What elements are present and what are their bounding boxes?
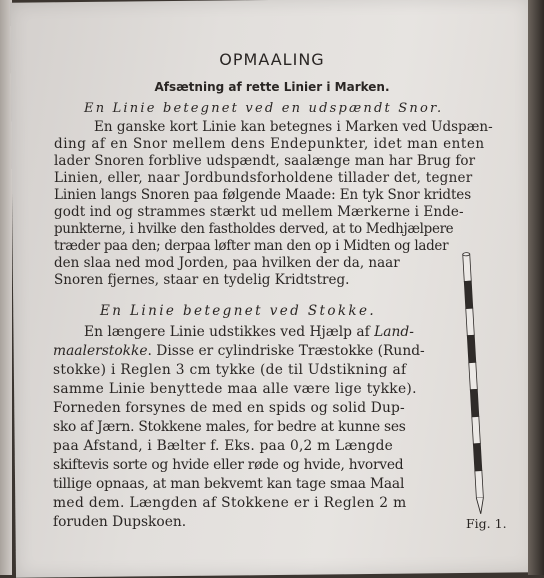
section2-line: tillige opnaas, at man bekvemt kan tage smaa Maal	[53, 476, 405, 492]
rod-spike	[476, 498, 484, 514]
section2-line: skiftevis sorte og hvide eller røde og hvide, hvorved	[53, 457, 404, 473]
section1-line: En ganske kort Linie kan betegnes i Marken ved Udspæn-	[94, 119, 493, 135]
section1-line: lader Snoren forblive udspændt, saalænge man har Brug for	[54, 153, 476, 169]
section2-line: paa Afstand, i Bælter f. Eks. paa 0,2 m Længde	[53, 438, 394, 454]
rod-top	[463, 252, 470, 256]
section1-heading: En Linie betegnet ved en udspændt Snor.	[84, 101, 444, 116]
rod-band	[472, 416, 481, 443]
section2-line: Forneden forsynes de med en spids og solid Dup-	[53, 400, 405, 416]
section2-line: En længere Linie udstikkes ved Hjælp af Land-	[84, 324, 414, 340]
rod-band	[470, 389, 479, 416]
section2-line: maalerstokke. Disse er cylindriske Træstokke (Rund-	[53, 343, 425, 359]
section1-line: den slaa ned mod Jorden, paa hvilken der da, naar	[54, 255, 400, 271]
section1-line: Snoren fjernes, staar en tydelig Kridtstreg.	[54, 272, 350, 288]
section2-heading: En Linie betegnet ved Stokke.	[100, 303, 377, 319]
rod-band	[463, 254, 472, 281]
section2-line: foruden Dupskoen.	[53, 514, 187, 530]
rod-band	[473, 444, 482, 471]
section2-line: samme Linie benyttede maa alle være lige tykke).	[53, 381, 417, 397]
section1-line: Linien, eller, naar Jordbundsforholdene tillader det, tegner	[54, 170, 473, 186]
section1-line: godt ind og strammes stærkt ud mellem Mærkerne i Ende-	[54, 204, 464, 220]
page-subtitle: Afsætning af rette Linier i Marken.	[154, 80, 390, 94]
rod-band	[467, 335, 476, 362]
section1-line: punkterne, i hvilke den fastholdes derved, at to Medhjælpere	[54, 221, 454, 237]
surveyor-rod-figure	[456, 248, 492, 520]
rod-band	[466, 308, 475, 335]
rod-band	[469, 362, 478, 389]
section1-line: træder paa den; derpaa løfter man den op i Midten og lader	[54, 238, 449, 254]
rod-band	[464, 281, 473, 308]
page-title: OPMAALING	[219, 50, 325, 69]
figure-caption: Fig. 1.	[466, 516, 507, 531]
rod-band	[475, 471, 484, 498]
section2-line: stokke) i Reglen 3 cm tykke (de til Udstikning af	[53, 362, 407, 378]
section2-line: sko af Jærn. Stokkene males, for bedre at kunne ses	[53, 419, 406, 435]
section1-line: Linien langs Snoren paa følgende Maade: En tyk Snor kridtes	[54, 187, 472, 203]
section1-line: ding af en Snor mellem dens Endepunkter, idet man enten	[54, 136, 485, 152]
section2-line: med dem. Længden af Stokkene er i Reglen 2 m	[53, 495, 407, 511]
